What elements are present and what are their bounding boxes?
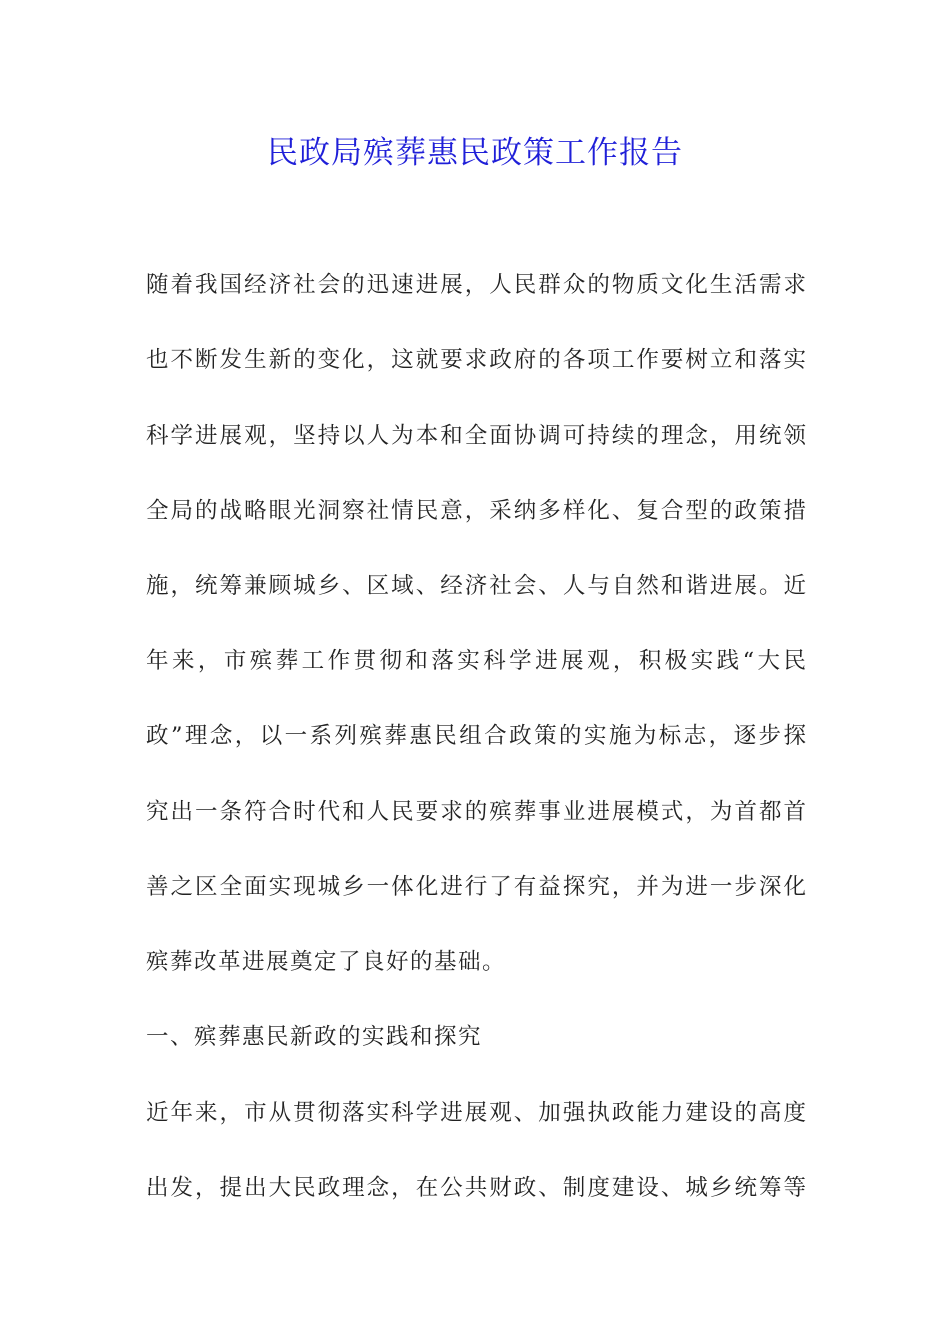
paragraph-line: 全局的战略眼光洞察社情民意，采纳多样化、复合型的政策措 — [146, 498, 806, 524]
paragraph-line: 究出一条符合时代和人民要求的殡葬事业进展模式，为首都首 — [146, 799, 806, 825]
paragraph-line: 科学进展观，坚持以人为本和全面协调可持续的理念，用统领 — [146, 423, 806, 449]
paragraph-line: 善之区全面实现城乡一体化进行了有益探究，并为进一步深化 — [146, 874, 806, 900]
document-title: 民政局殡葬惠民政策工作报告 — [267, 135, 683, 171]
paragraph-line: 施，统筹兼顾城乡、区域、经济社会、人与自然和谐进展。近 — [146, 573, 806, 599]
paragraph-line: 随着我国经济社会的迅速进展，人民群众的物质文化生活需求 — [146, 272, 806, 298]
paragraph-line: 政”理念，以一系列殡葬惠民组合政策的实施为标志，逐步探 — [146, 723, 806, 749]
paragraph-line: 出发，提出大民政理念，在公共财政、制度建设、城乡统筹等 — [146, 1175, 806, 1201]
paragraph-line: 近年来，市从贯彻落实科学进展观、加强执政能力建设的高度 — [146, 1100, 806, 1126]
paragraph-line: 也不断发生新的变化，这就要求政府的各项工作要树立和落实 — [146, 347, 806, 373]
paragraph-line: 年来，市殡葬工作贯彻和落实科学进展观，积极实践“大民 — [146, 648, 806, 674]
paragraph-line: 殡葬改革进展奠定了良好的基础。 — [146, 949, 507, 975]
section-heading: 一、殡葬惠民新政的实践和探究 — [146, 1024, 483, 1050]
